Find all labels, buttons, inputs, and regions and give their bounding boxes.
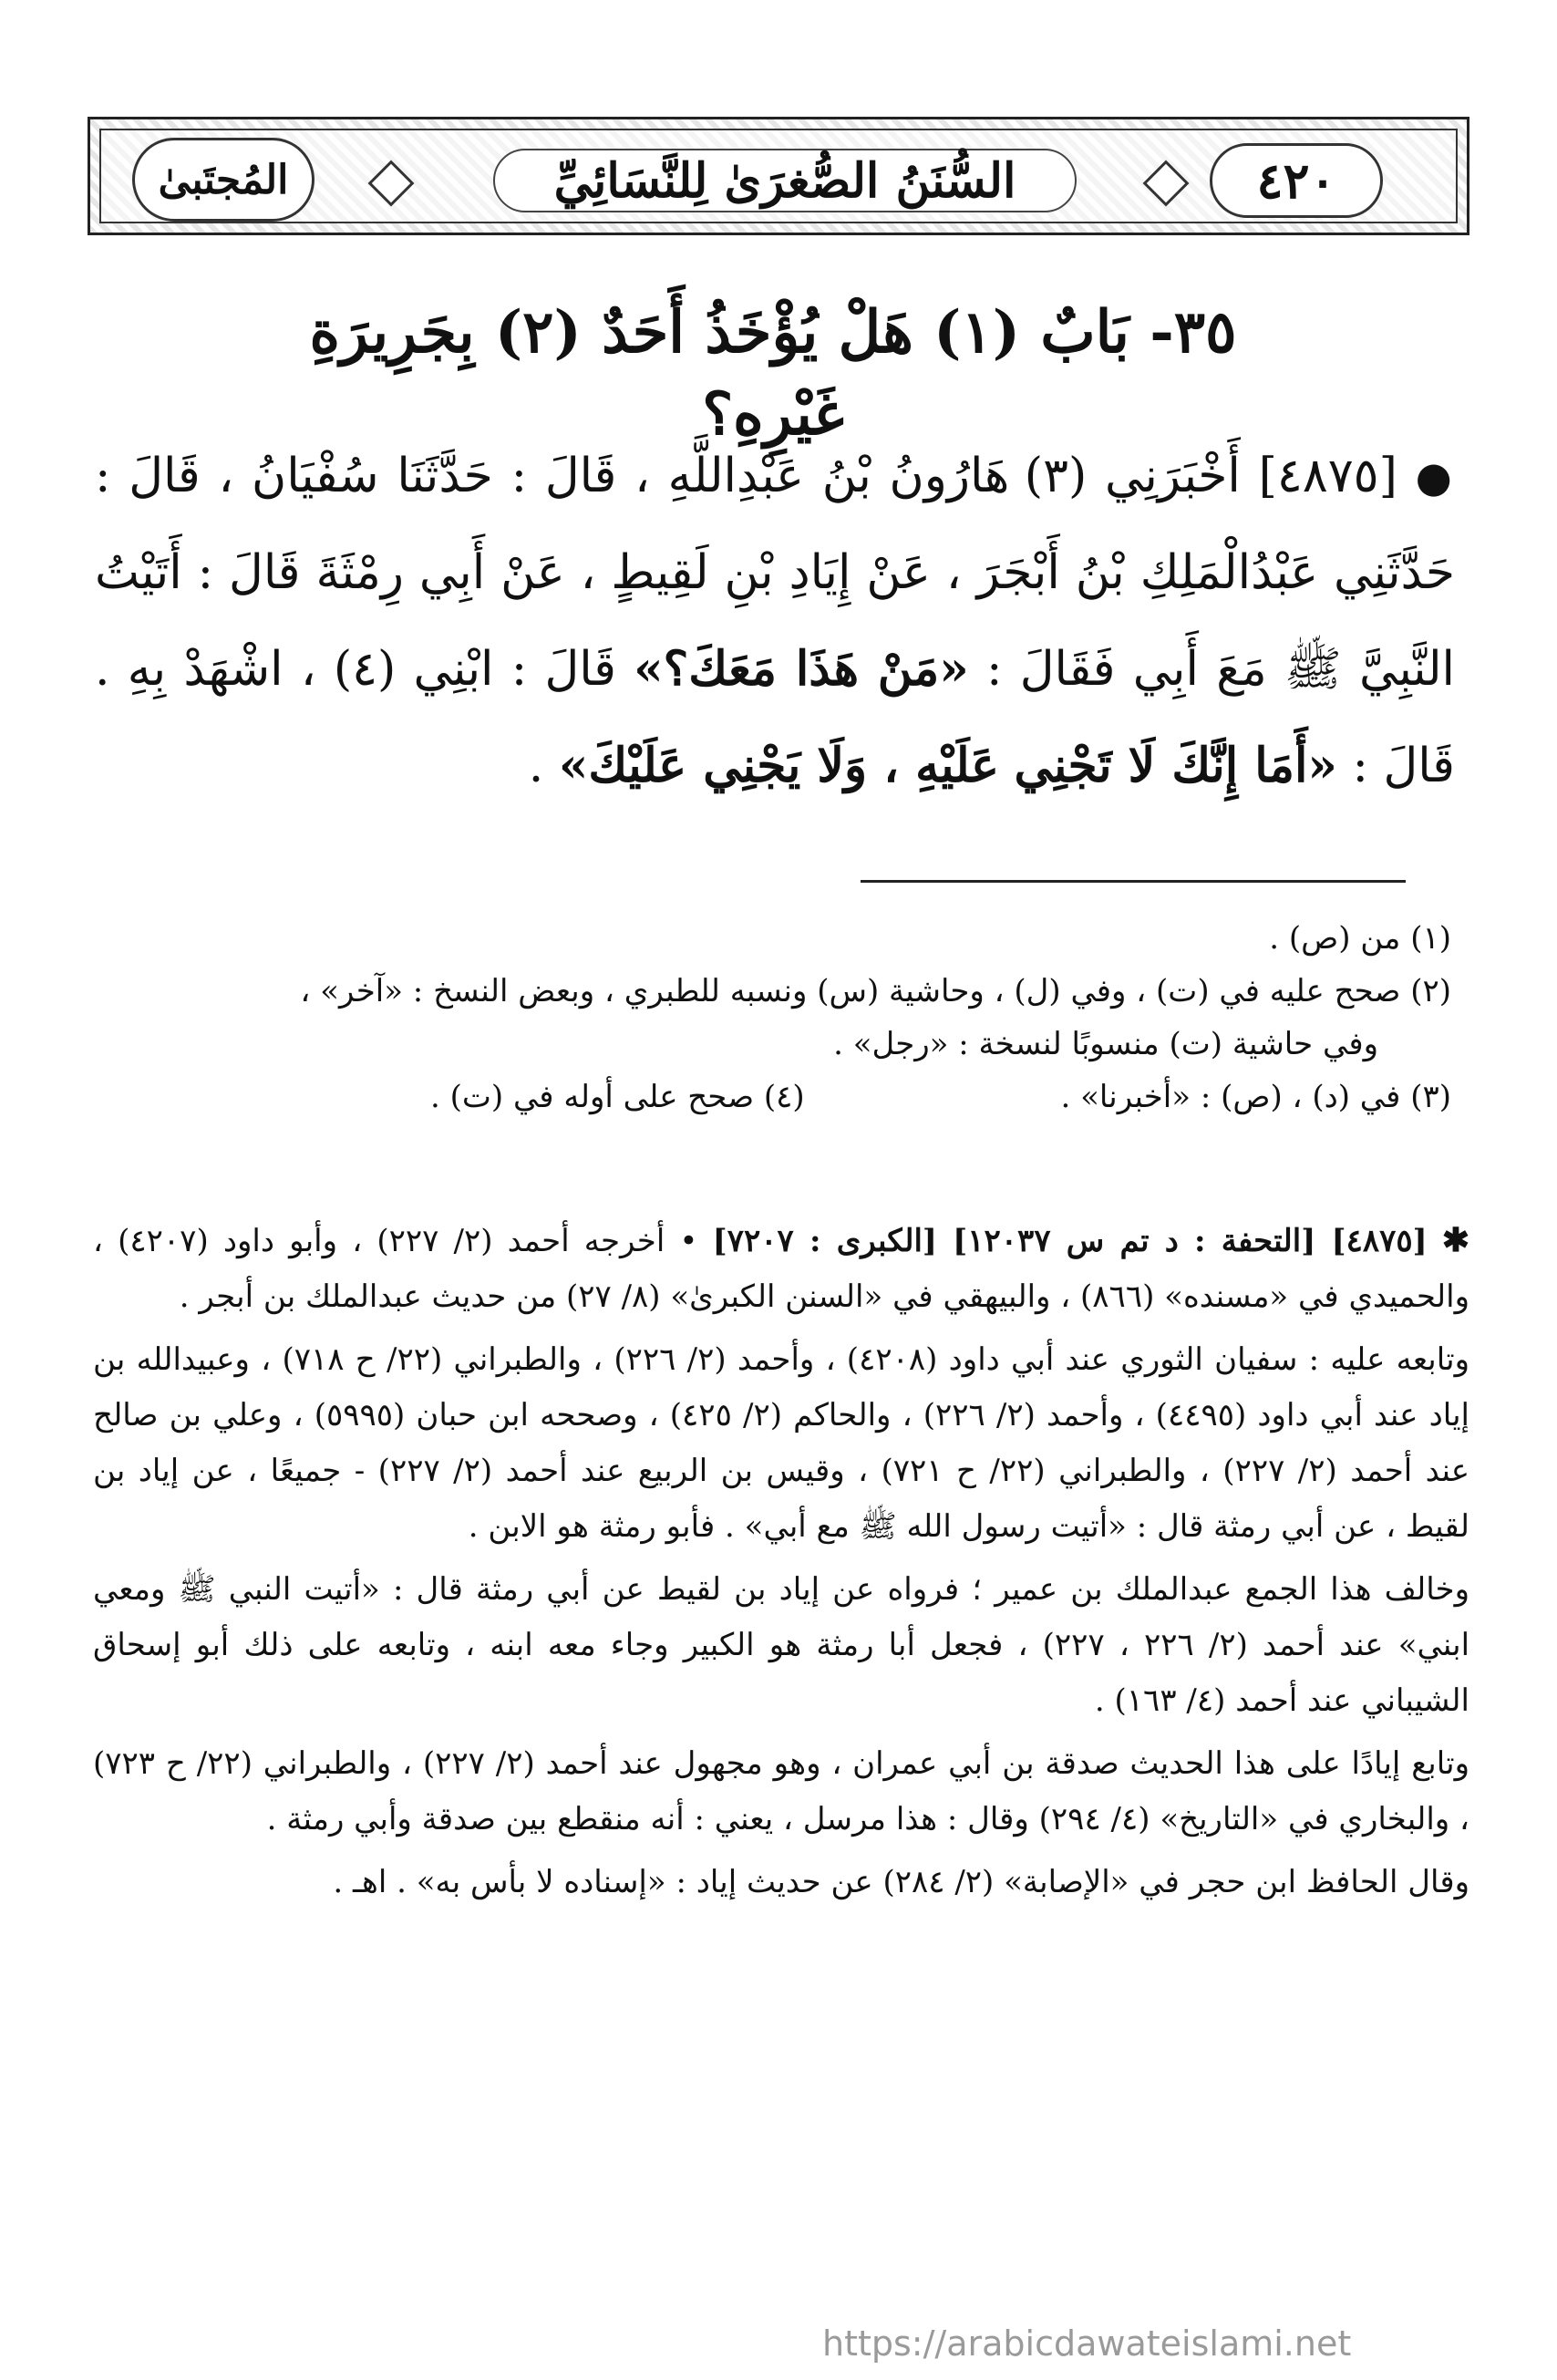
footnote-1: (١) من (ص) .	[1269, 920, 1451, 957]
footnote-divider	[861, 880, 1406, 883]
bullet-icon: ●	[1415, 452, 1455, 502]
footnote-row	[430, 1071, 1451, 1123]
hadith-number: [٤٨٧٥]	[1258, 449, 1397, 503]
book-emblem: المُجتَبىٰ	[132, 138, 314, 222]
footnote-2-cont: وفي حاشية (ت) منسوبًا لنسخة : «رجل» .	[833, 1026, 1378, 1062]
hadith-line: أَخْبَرَنِي (٣) هَارُونُ بْنُ عَبْدِاللَّهِ ، قَالَ : حَدَّثَنَا سُفْيَانُ ، قَالَ : حَدَّثَنِي	[95, 449, 1455, 600]
hadith-text	[95, 429, 1455, 814]
footnotes	[91, 912, 1451, 1123]
watermark-url: https://arabicdawateislami.net	[822, 2323, 1352, 2364]
star-icon: ✱	[1441, 1221, 1470, 1259]
page-number: ٤٢٠	[1210, 143, 1383, 218]
prophet-quote: «أَمَا إِنَّكَ لَا تَجْنِي	[1014, 738, 1337, 793]
footnote-4: (٤) صحح على أوله في (ت) .	[430, 1079, 805, 1115]
takhrij-para-1	[93, 1213, 1469, 1325]
chapter-title: ٣٥- بَابٌ (١) هَلْ يُؤْخَذُ أَحَدٌ (٢) بِجَرِيرَةِ غَيْرِهِ؟	[309, 298, 1237, 449]
prophet-quote: «مَنْ هَذَا مَعَكَ؟»	[634, 641, 969, 697]
takhrij-para-3: وخالف هذا الجمع عبدالملك بن عمير ؛ فرواه عن إياد بن لقيط عن أبي رمثة قال : «أتيت النبي ﷺ ومعي ابني» عند أحمد (٢/ ٢٢٦ ، ٢٢٧) ، فجعل أبا رمثة هو الكبير وجاء معه ابنه ، وتابعه على ذلك أبو إسحاق الشيباني عند أحمد (٤/ ١٦٣) .	[93, 1571, 1470, 1719]
takhrij-para-5: وقال الحافظ ابن حجر في «الإصابة» (٢/ ٢٨٤) عن حديث إياد : «إسناده لا بأس به» . اهـ .	[333, 1864, 1469, 1900]
ornament-icon	[1143, 160, 1190, 207]
takhrij-ref: [٤٨٧٥] [التحفة : د تم س ١٢٠٣٧] [الكبرى : ٧٢٠٧]	[712, 1223, 1428, 1259]
ornament-icon	[368, 160, 415, 207]
prophet-quote: عَلَيْهِ ، وَلَا يَجْنِي عَلَيْكَ»	[558, 738, 999, 793]
page-header	[88, 117, 1469, 235]
takhrij-para-2: وتابعه عليه : سفيان الثوري عند أبي داود (٤٢٠٨) ، وأحمد (٢/ ٢٢٦) ، والطبراني (٢٢/ ح ٧١٨) ، وعبيدالله بن إياد عند أبي داود (٤٤٩٥) ، وأحمد (٢/ ٢٢٦) ، والحاكم (٢/ ٤٢٥) ، وصححه ابن حبان (٥٩٩٥) ، وعلي بن صالح عند أحمد (٢/ ٢٢٧) ، والطبراني (٢٢/ ح ٧٢١) ، وقيس بن الربيع عند أحمد (٢/ ٢٢٧) - جميعًا ، عن إياد بن لقيط ، عن أبي رمثة قال : «أتيت رسول الله ﷺ مع أبي» . فأبو رمثة هو الابن .	[93, 1341, 1470, 1545]
hadith-end: .	[528, 739, 544, 793]
book-title: السُّنَنُ الصُّغرَىٰ لِلنَّسَائِيِّ	[493, 149, 1077, 212]
footnote-3: (٣) في (د) ، (ص) : «أخبرنا» .	[1060, 1079, 1451, 1115]
footnote-2: (٢) صحح عليه في (ت) ، وفي (ل) ، وحاشية (س) ونسبه للطبري ، وبعض النسخ : «آخر» ،	[300, 973, 1451, 1009]
hadith-line: قَالَ : ابْنِي (٤) ، اشْهَدْ بِهِ . قَالَ :	[95, 642, 1455, 793]
header-frame	[99, 129, 1458, 223]
takhrij-text: • أخرجه أحمد (٢/ ٢٢٧) ، وأبو داود (٤٢٠٧) ، والحميدي في «مسنده» (٨٦٦) ، والبيهقي في «السنن الكبرىٰ» (٨/ ٢٧) من حديث عبدالملك بن أبجر .	[93, 1223, 1469, 1315]
hadith-line: عَبْدُالْمَلِكِ بْنُ أَبْجَرَ ، عَنْ إِيَادِ بْنِ لَقِيطٍ ، عَنْ أَبِي رِمْثَةَ قَالَ : أَتَيْتُ النَّبِيَّ ﷺ مَعَ	[95, 545, 1455, 697]
takhrij-para-4: وتابع إيادًا على هذا الحديث صدقة بن أبي عمران ، وهو مجهول عند أحمد (٢/ ٢٢٧) ، والطبراني (٢٢/ ح ٧٢٣) ، والبخاري في «التاريخ» (٤/ ٢٩٤) وقال : هذا مرسل ، يعني : أنه منقطع بين صدقة وأبي رمثة .	[93, 1745, 1469, 1837]
takhrij-section	[93, 1213, 1469, 1918]
hadith-line: أَبِي فَقَالَ :	[985, 642, 1199, 697]
